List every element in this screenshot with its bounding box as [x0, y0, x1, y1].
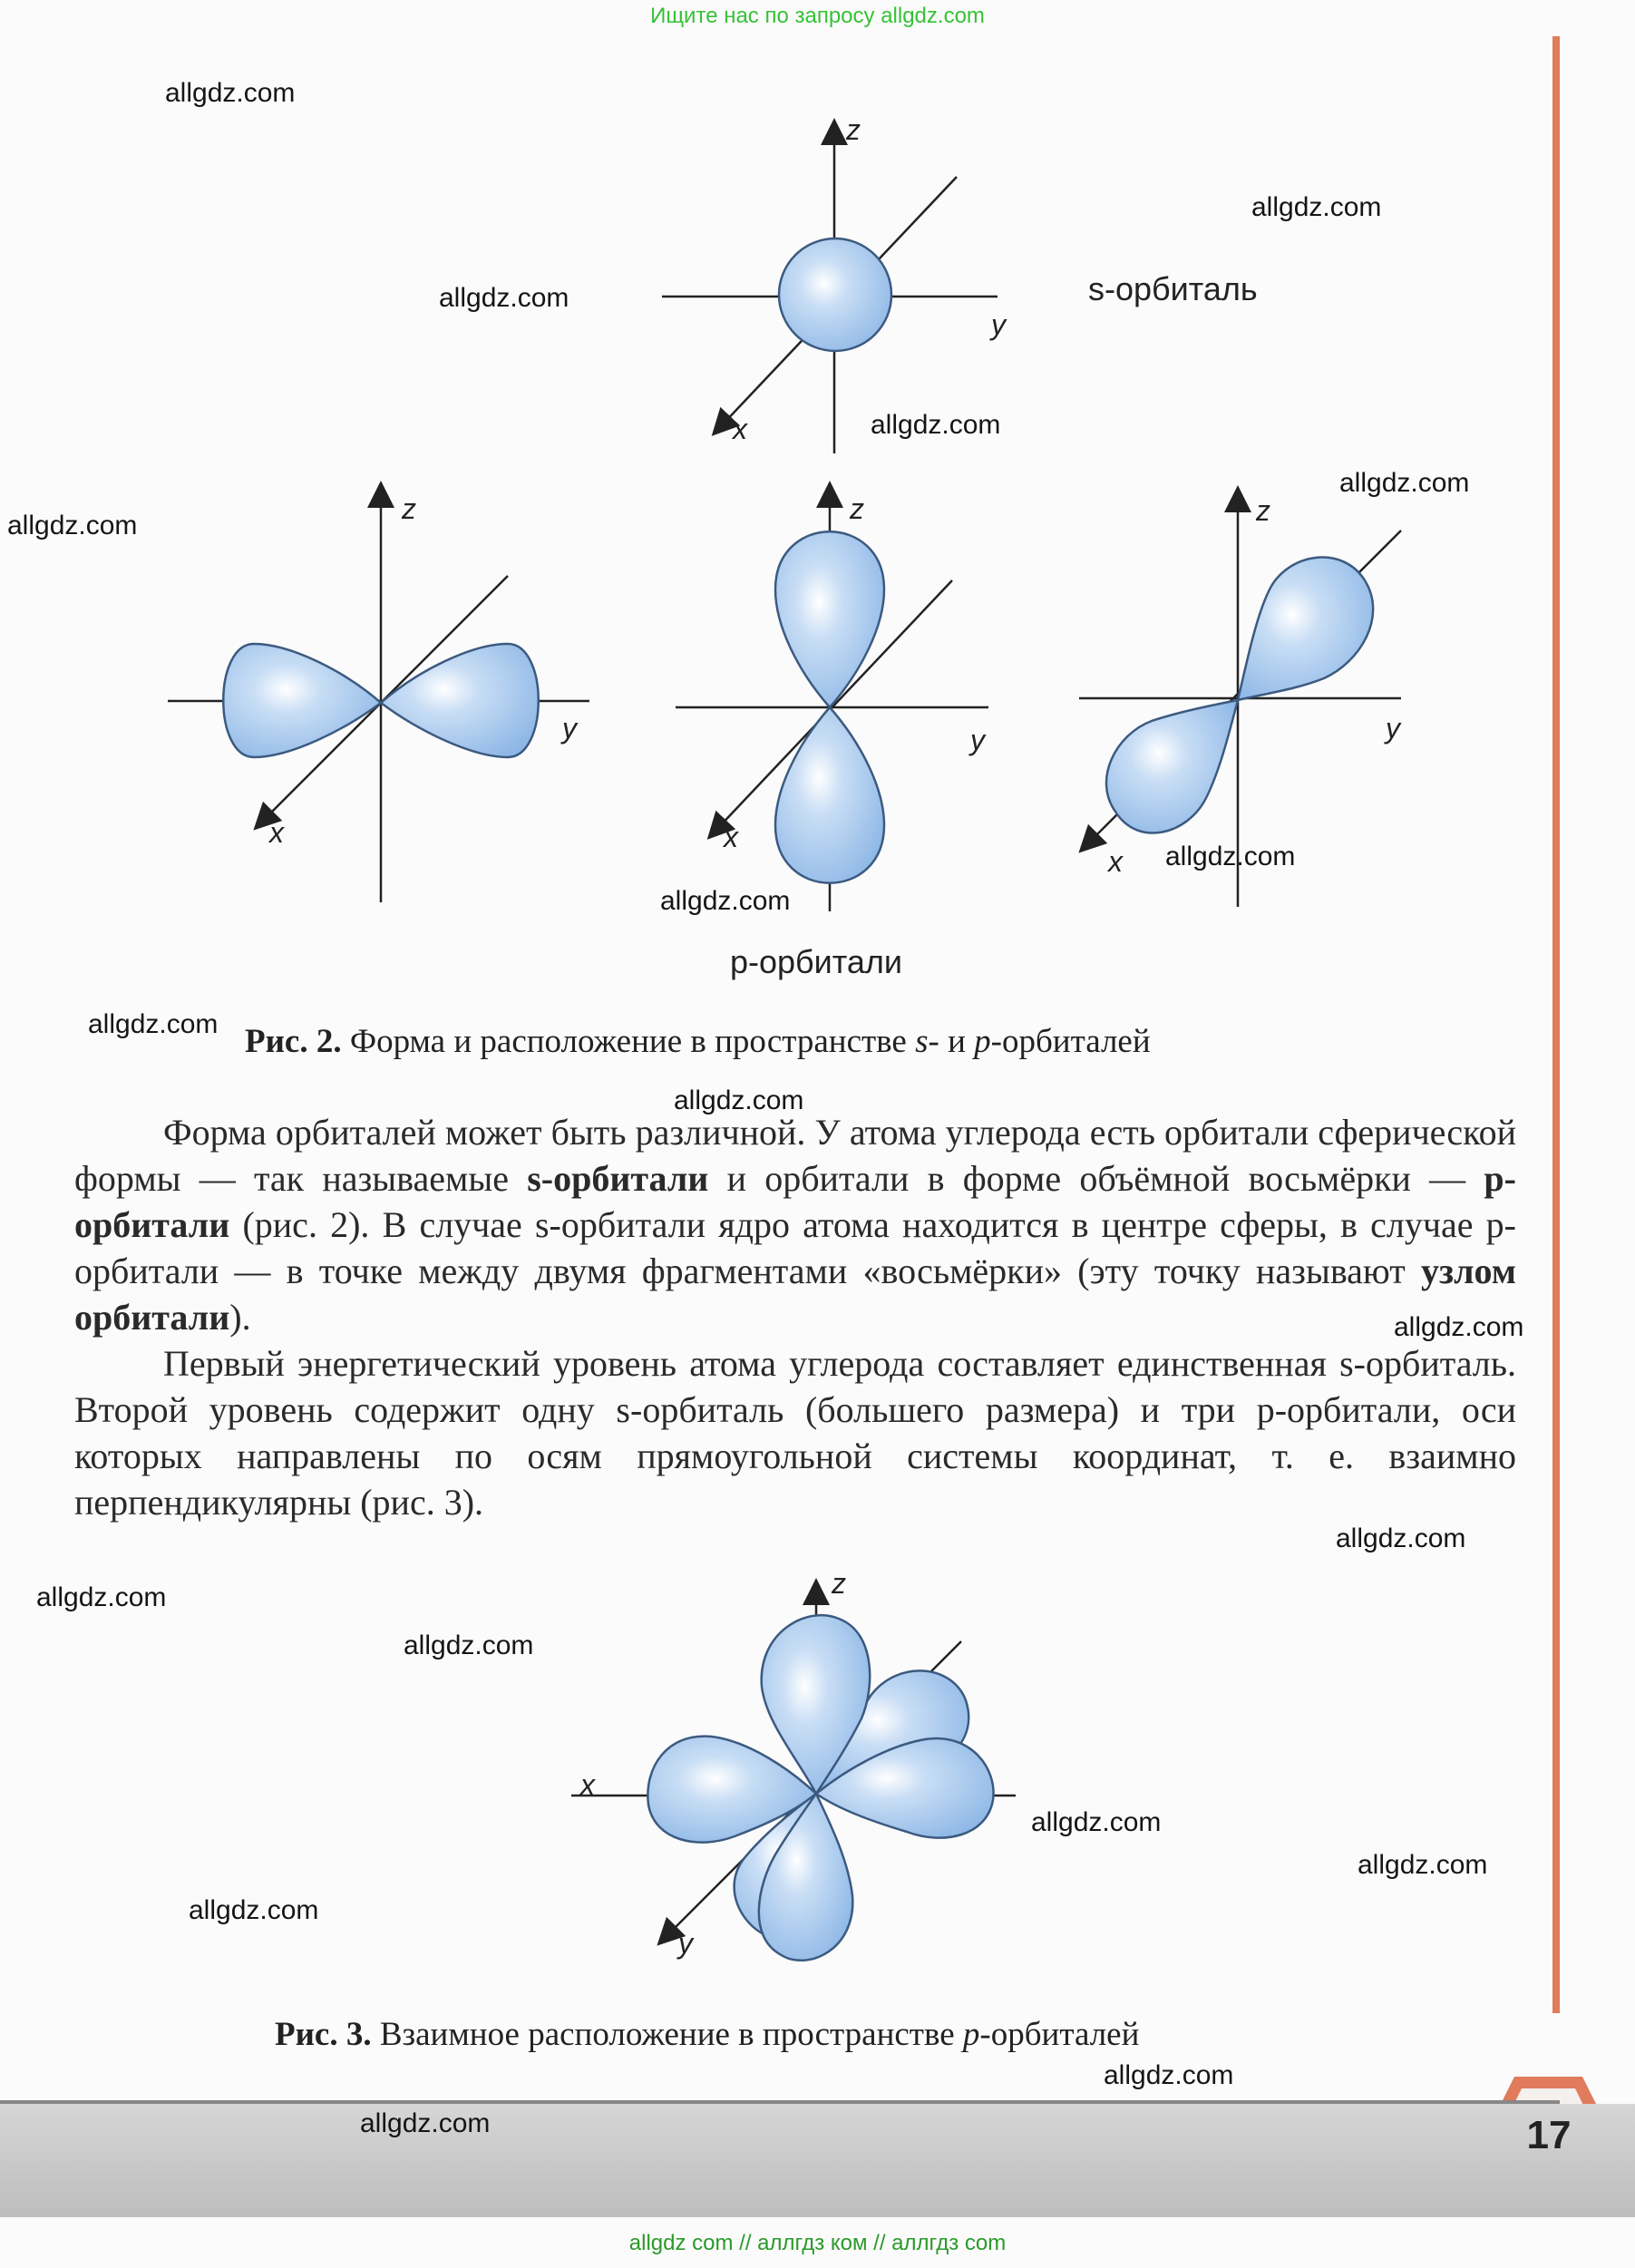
watermark: allgdz.com [1394, 1312, 1524, 1342]
para1-bold-s-orbitals: s-орбитали [527, 1158, 709, 1199]
s-orbital-label: s-орбиталь [1088, 270, 1258, 307]
para1-bold-node: узлом орбитали [74, 1251, 1516, 1338]
figure2-caption-text-c: -орбиталей [990, 1023, 1151, 1060]
figure3-caption-p: p [962, 2016, 980, 2053]
watermark: allgdz.com [674, 1085, 804, 1115]
figure3-caption-text-b: -орбиталей [979, 2016, 1140, 2053]
figure2-caption [245, 1022, 1151, 1061]
py-axis-y-label: y [562, 712, 577, 745]
watermark: allgdz.com [1358, 1850, 1488, 1880]
para1-text-2: и орбитали в форме объёмной восьмёрки — [708, 1158, 1484, 1199]
px-axis-x-label: x [1108, 845, 1123, 878]
s-axis-y-label: y [991, 308, 1006, 341]
figure3-caption-number: Рис. 3. [275, 2016, 372, 2053]
s-axis-z-label: z [846, 113, 861, 146]
top-banner[interactable]: Ищите нас по запросу allgdz.com [650, 4, 985, 28]
watermark: allgdz.com [1165, 842, 1296, 871]
figure3-caption-text-a: Взаимное расположение в пространстве [379, 2016, 963, 2053]
fig3-axis-y-label: y [678, 1927, 693, 1960]
figure2-caption-text-b: - и [928, 1023, 975, 1060]
watermark: allgdz.com [1251, 192, 1382, 222]
s-axis-x-label: x [733, 413, 747, 445]
para1-text-3: (рис. 2). В случае s-орбитали ядро атома находится в центре сферы, в случае p-орбитали — в точке между двумя фрагментами «восьмёрки» (эту точку называют [74, 1204, 1516, 1291]
watermark: allgdz.com [88, 1009, 219, 1039]
paragraph-orbital-shapes [74, 1109, 1516, 1525]
page-number: 17 [1526, 2113, 1572, 2157]
bottom-banner[interactable]: allgdz com // аллгдз ком // аллгдз com [628, 2231, 1007, 2255]
watermark: allgdz.com [360, 2108, 491, 2138]
combined-p-orbitals-diagram [571, 1591, 1016, 1961]
bottom-band [0, 2104, 1635, 2217]
watermark: allgdz.com [189, 1895, 319, 1925]
figure3-caption [275, 2015, 1139, 2054]
py-orbital-diagram [168, 494, 589, 902]
figure2-caption-text-a: Форма и расположение в пространстве [349, 1023, 916, 1060]
s-orbital-sphere [779, 238, 891, 351]
paragraph-energy-levels: Первый энергетический уровень атома углерода составляет единственная s-орбиталь. Второй уровень содержит одну s-орбиталь (большего размера) и три p-орбитали, оси которых направлены по осям прямоугольной системы координат, т. е. взаимно перпендикулярны (рис. 3). [74, 1343, 1516, 1523]
p-orbitals-label: p-орбитали [730, 943, 903, 980]
pz-axis-z-label: z [850, 492, 864, 525]
s-orbital-diagram [662, 131, 1001, 453]
py-axis-x-label: x [269, 816, 284, 849]
bottom-band-line [0, 2100, 1560, 2104]
fig3-axis-z-label: z [832, 1567, 846, 1600]
figure2-caption-s: s [915, 1023, 929, 1060]
py-axis-z-label: z [402, 492, 416, 525]
fig3-axis-x-label: x [580, 1768, 595, 1801]
watermark: allgdz.com [404, 1630, 534, 1660]
watermark: allgdz.com [36, 1582, 167, 1612]
para1-text-1: Форма орбиталей может быть различной. У атома углерода есть орбитали сферической формы — так называемые [74, 1112, 1516, 1199]
watermark: allgdz.com [1339, 468, 1470, 498]
watermark: allgdz.com [1031, 1807, 1162, 1837]
watermark: allgdz.com [165, 78, 296, 108]
pz-axis-y-label: y [970, 724, 985, 756]
para1-text-4: ). [229, 1297, 251, 1338]
watermark: allgdz.com [871, 410, 1001, 440]
para1-bold-p-orbitals: p-орбитали [74, 1158, 1516, 1245]
watermark: allgdz.com [1104, 2060, 1234, 2090]
px-axis-z-label: z [1256, 494, 1270, 527]
figure2-caption-p: p [974, 1023, 991, 1060]
pz-orbital-diagram [676, 494, 988, 911]
pz-axis-x-label: x [724, 821, 738, 853]
watermark: allgdz.com [7, 511, 138, 540]
figure2-caption-number: Рис. 2. [245, 1023, 342, 1060]
watermark: allgdz.com [439, 283, 569, 313]
watermark: allgdz.com [1336, 1523, 1466, 1553]
watermark: allgdz.com [660, 886, 791, 916]
px-axis-y-label: y [1386, 712, 1400, 745]
